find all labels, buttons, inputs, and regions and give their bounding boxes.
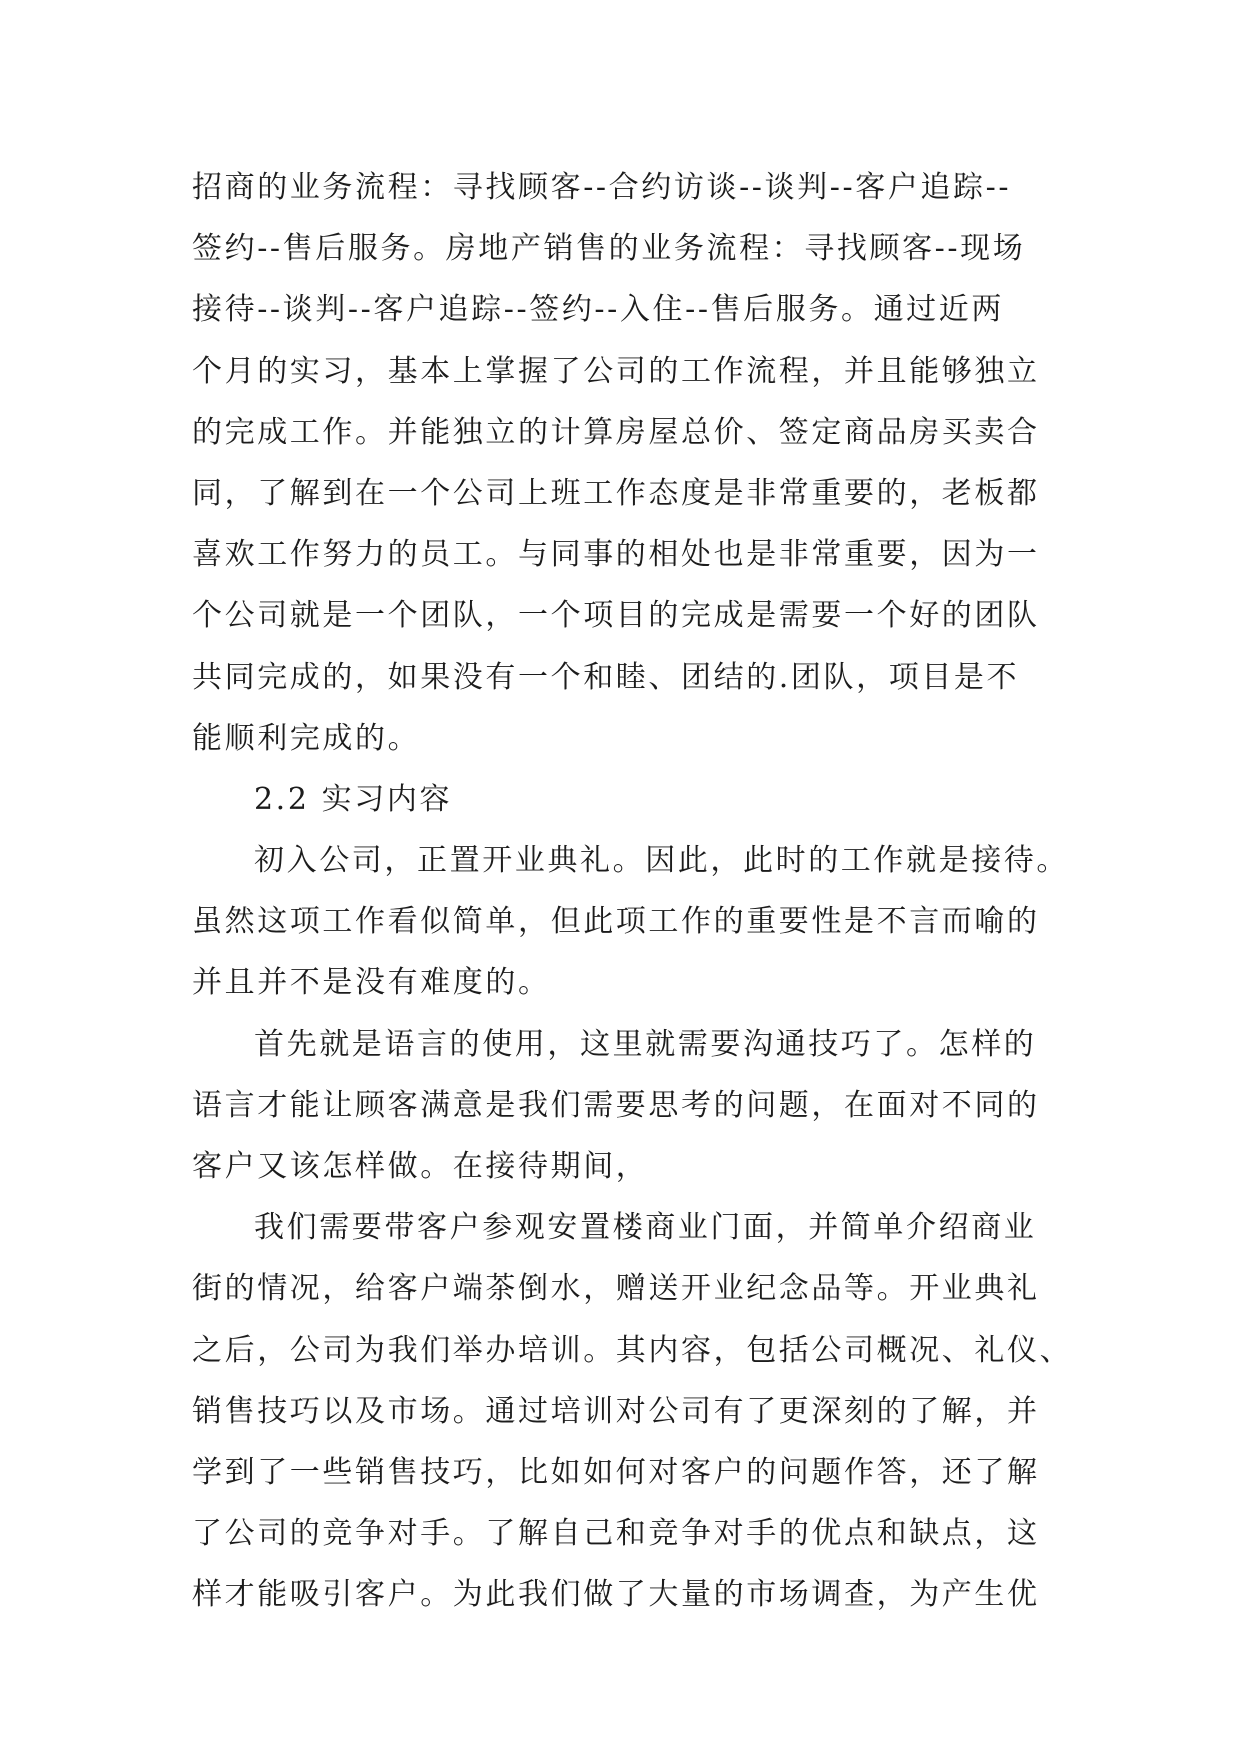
text-line: 个公司就是一个团队，一个项目的完成是需要一个好的团队 xyxy=(192,598,1040,634)
text-line: 销售技巧以及市场。通过培训对公司有了更深刻的了解，并 xyxy=(192,1393,1040,1429)
paragraph-start-line: 我们需要带客户参观安置楼商业门面，并简单介绍商业 xyxy=(254,1210,1037,1246)
text-line: 个月的实习，基本上掌握了公司的工作流程，并且能够独立 xyxy=(192,353,1040,389)
text-line: 同，了解到在一个公司上班工作态度是非常重要的，老板都 xyxy=(192,475,1040,511)
text-line: 并且并不是没有难度的。 xyxy=(192,965,551,1001)
text-line: 样才能吸引客户。为此我们做了大量的市场调查，为产生优 xyxy=(192,1577,1040,1613)
paragraph-start-line: 首先就是语言的使用，这里就需要沟通技巧了。怎样的 xyxy=(254,1026,1037,1062)
text-line: 喜欢工作努力的员工。与同事的相处也是非常重要，因为一 xyxy=(192,537,1040,573)
text-line: 语言才能让顾客满意是我们需要思考的问题，在面对不同的 xyxy=(192,1087,1040,1123)
section-heading: 2.2 实习内容 xyxy=(254,781,453,817)
text-line: 共同完成的，如果没有一个和睦、团结的.团队，项目是不 xyxy=(192,659,1020,695)
text-line: 招商的业务流程：寻找顾客--合约访谈--谈判--客户追踪-- xyxy=(192,170,1012,205)
text-line: 之后，公司为我们举办培训。其内容，包括公司概况、礼仪、 xyxy=(192,1332,1073,1368)
document-body xyxy=(192,157,1073,1626)
text-line: 虽然这项工作看似简单，但此项工作的重要性是不言而喻的 xyxy=(192,904,1040,940)
text-line: 接待--谈判--客户追踪--签约--入住--售后服务。通过近两 xyxy=(192,292,1004,328)
text-line: 了公司的竞争对手。了解自己和竞争对手的优点和缺点，这 xyxy=(192,1516,1040,1552)
paragraph-start-line: 初入公司，正置开业典礼。因此，此时的工作就是接待。 xyxy=(254,843,1069,879)
text-line: 的完成工作。并能独立的计算房屋总价、签定商品房买卖合 xyxy=(192,414,1040,450)
text-line: 能顺利完成的。 xyxy=(192,720,421,756)
text-line: 学到了一些销售技巧，比如如何对客户的问题作答，还了解 xyxy=(192,1454,1040,1490)
text-line: 街的情况，给客户端茶倒水，赠送开业纪念品等。开业典礼 xyxy=(192,1271,1040,1307)
text-line: 客户又该怎样做。在接待期间， xyxy=(192,1149,649,1184)
text-line: 签约--售后服务。房地产销售的业务流程：寻找顾客--现场 xyxy=(192,231,1026,267)
